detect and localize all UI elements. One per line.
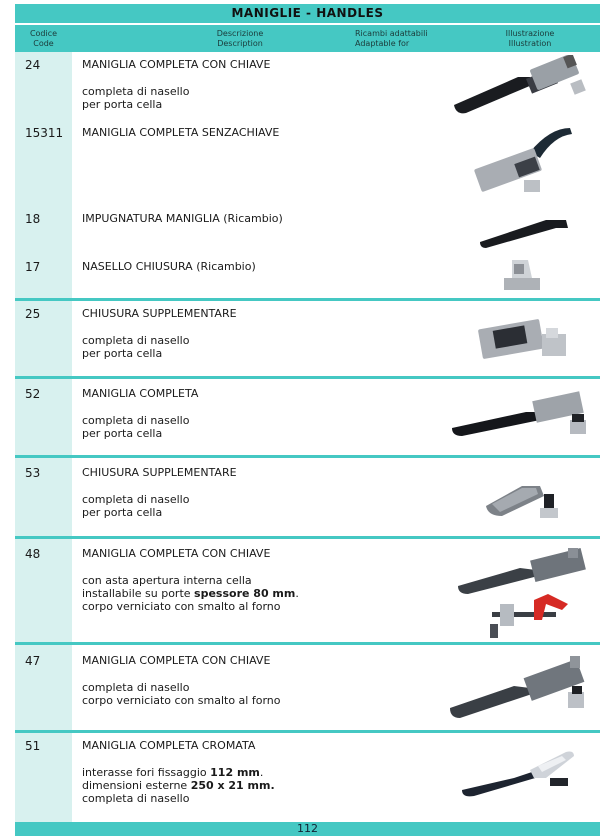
header-adaptable — [355, 29, 455, 49]
product-detail: completa di nasello — [82, 334, 190, 347]
header-description — [165, 29, 315, 49]
header-adaptable-en: Adaptable for — [355, 39, 410, 48]
handle-grip-image — [476, 212, 572, 252]
product-description — [82, 307, 237, 360]
product-description — [82, 260, 256, 273]
product-detail: per porta cella — [82, 506, 163, 519]
product-detail: con asta apertura interna cella — [82, 574, 252, 587]
section-divider — [15, 642, 600, 645]
header-adaptable-it: Ricambi adattabili — [355, 29, 428, 38]
handle-with-key-image — [448, 55, 588, 120]
product-title: MANIGLIA COMPLETA CROMATA — [82, 739, 256, 752]
product-detail: completa di nasello — [82, 681, 190, 694]
supplementary-lock-image — [482, 468, 582, 528]
product-title: IMPUGNATURA MANIGLIA (Ricambio) — [82, 212, 283, 225]
header-description-en: Description — [217, 39, 263, 48]
product-detail: per porta cella — [82, 98, 163, 111]
product-detail: completa di nasello — [82, 792, 190, 805]
product-code: 15311 — [25, 126, 64, 140]
handle-no-key-image — [470, 122, 580, 202]
extra-lock-image — [476, 310, 576, 368]
product-title: CHIUSURA SUPPLEMENTARE — [82, 307, 237, 320]
latch-image — [498, 254, 548, 294]
header-description-it: Descrizione — [216, 29, 264, 38]
header-illustration — [485, 29, 575, 49]
header-code — [15, 29, 72, 49]
product-detail: dimensioni esterne 250 x 21 mm. — [82, 779, 275, 792]
product-detail: corpo verniciato con smalto al forno — [82, 600, 281, 613]
page-title: MANIGLIE - HANDLES — [15, 4, 600, 23]
product-detail: completa di nasello — [82, 493, 190, 506]
header-illustration-it: Illustrazione — [505, 29, 555, 38]
header-illustration-en: Illustration — [508, 39, 552, 48]
product-title: CHIUSURA SUPPLEMENTARE — [82, 466, 237, 479]
product-title: MANIGLIA COMPLETA CON CHIAVE — [82, 58, 271, 71]
product-title: MANIGLIA COMPLETA SENZACHIAVE — [82, 126, 280, 139]
product-description — [82, 212, 283, 225]
product-code: 18 — [25, 212, 41, 226]
product-detail: per porta cella — [82, 347, 163, 360]
product-code: 25 — [25, 307, 41, 321]
complete-handle-image — [448, 386, 588, 442]
product-detail: completa di nasello — [82, 414, 190, 427]
section-divider — [15, 536, 600, 539]
product-code: 52 — [25, 387, 41, 401]
header-code-en: Code — [33, 39, 54, 48]
product-title: MANIGLIA COMPLETA CON CHIAVE — [82, 654, 271, 667]
product-description — [82, 654, 280, 707]
product-code: 17 — [25, 260, 41, 274]
product-detail: completa di nasello — [82, 85, 190, 98]
column-header — [15, 25, 600, 52]
product-detail: installabile su porte spessore 80 mm. — [82, 587, 299, 600]
page-number: 112 — [297, 822, 318, 835]
chrome-handle-image — [458, 744, 586, 802]
product-title: MANIGLIA COMPLETA CON CHIAVE — [82, 547, 271, 560]
section-divider — [15, 376, 600, 379]
product-title: MANIGLIA COMPLETA — [82, 387, 199, 400]
product-description — [82, 547, 299, 613]
product-description — [82, 739, 275, 805]
painted-handle-image — [448, 652, 588, 724]
product-code: 53 — [25, 466, 41, 480]
product-description — [82, 126, 279, 139]
header-code-it: Codice — [29, 29, 58, 38]
product-detail: interasse fori fissaggio 112 mm. — [82, 766, 264, 779]
product-description — [82, 466, 237, 519]
product-detail: corpo verniciato con smalto al forno — [82, 694, 281, 707]
product-title: NASELLO CHIUSURA (Ricambio) — [82, 260, 256, 273]
product-code: 51 — [25, 739, 41, 753]
product-code: 24 — [25, 58, 41, 72]
product-code: 47 — [25, 654, 41, 668]
product-code: 48 — [25, 547, 41, 561]
product-description — [82, 387, 198, 440]
product-description — [82, 58, 270, 111]
handle-with-rod-image — [456, 546, 588, 640]
page-footer — [15, 822, 600, 836]
product-detail: per porta cella — [82, 427, 163, 440]
